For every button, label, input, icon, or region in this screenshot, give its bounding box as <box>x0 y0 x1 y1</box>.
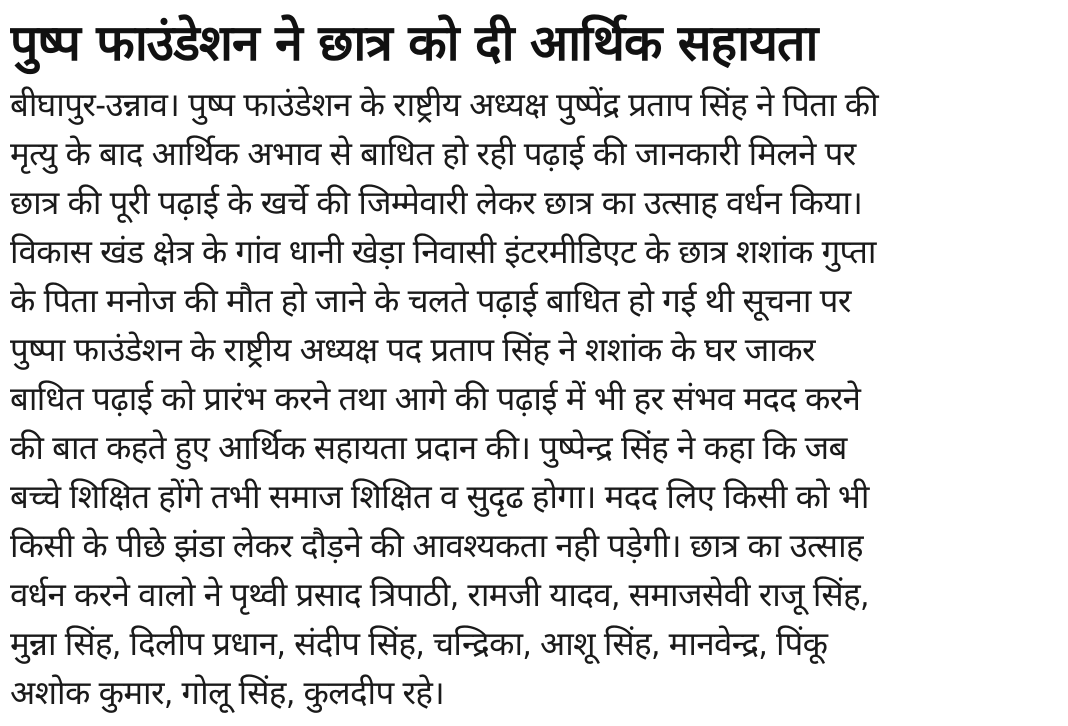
body-line: किसी के पीछे झंडा लेकर दौड़ने की आवश्यकता नही पड़ेगी। छात्र का उत्साह <box>10 526 863 565</box>
body-line: छात्र की पूरी पढ़ाई के खर्चे की जिम्मेवारी लेकर छात्र का उत्साह वर्धन किया। <box>10 183 863 222</box>
body-line: पुष्पा फाउंडेशन के राष्ट्रीय अध्यक्ष पद प्रताप सिंह ने शशांक के घर जाकर <box>10 330 815 369</box>
body-line: विकास खंड क्षेत्र के गांव धानी खेड़ा निवासी इंटरमीडिएट के छात्र शशांक गुप्ता <box>10 232 876 271</box>
body-line: के पिता मनोज की मौत हो जाने के चलते पढ़ाई बाधित हो गई थी सूचना पर <box>10 281 851 320</box>
body-line: मृत्यु के बाद आर्थिक अभाव से बाधित हो रही पढ़ाई की जानकारी मिलने पर <box>10 134 856 173</box>
article-body <box>10 80 1054 717</box>
body-line: अशोक कुमार, गोलू सिंह, कुलदीप रहे। <box>10 673 445 712</box>
body-line: बाधित पढ़ाई को प्रारंभ करने तथा आगे की पढ़ाई में भी हर संभव मदद करने <box>10 379 861 418</box>
body-line: बीघापुर-उन्नाव। पुष्प फाउंडेशन के राष्ट्रीय अध्यक्ष पुष्पेंद्र प्रताप सिंह ने पिता की <box>10 85 879 124</box>
body-line: मुन्ना सिंह, दिलीप प्रधान, संदीप सिंह, चन्द्रिका, आशू सिंह, मानवेन्द्र, पिंकू <box>10 624 828 663</box>
headline: पुष्प फाउंडेशन ने छात्र को दी आर्थिक सहायता <box>10 14 818 72</box>
body-line: बच्चे शिक्षित होंगे तभी समाज शिक्षित व सुदृढ होगा। मदद लिए किसी को भी <box>10 477 869 516</box>
body-line: वर्धन करने वालो ने पृथ्वी प्रसाद त्रिपाठी, रामजी यादव, समाजसेवी राजू सिंह, <box>10 575 869 614</box>
body-line: की बात कहते हुए आर्थिक सहायता प्रदान की। पुष्पेन्द्र सिंह ने कहा कि जब <box>10 428 847 467</box>
